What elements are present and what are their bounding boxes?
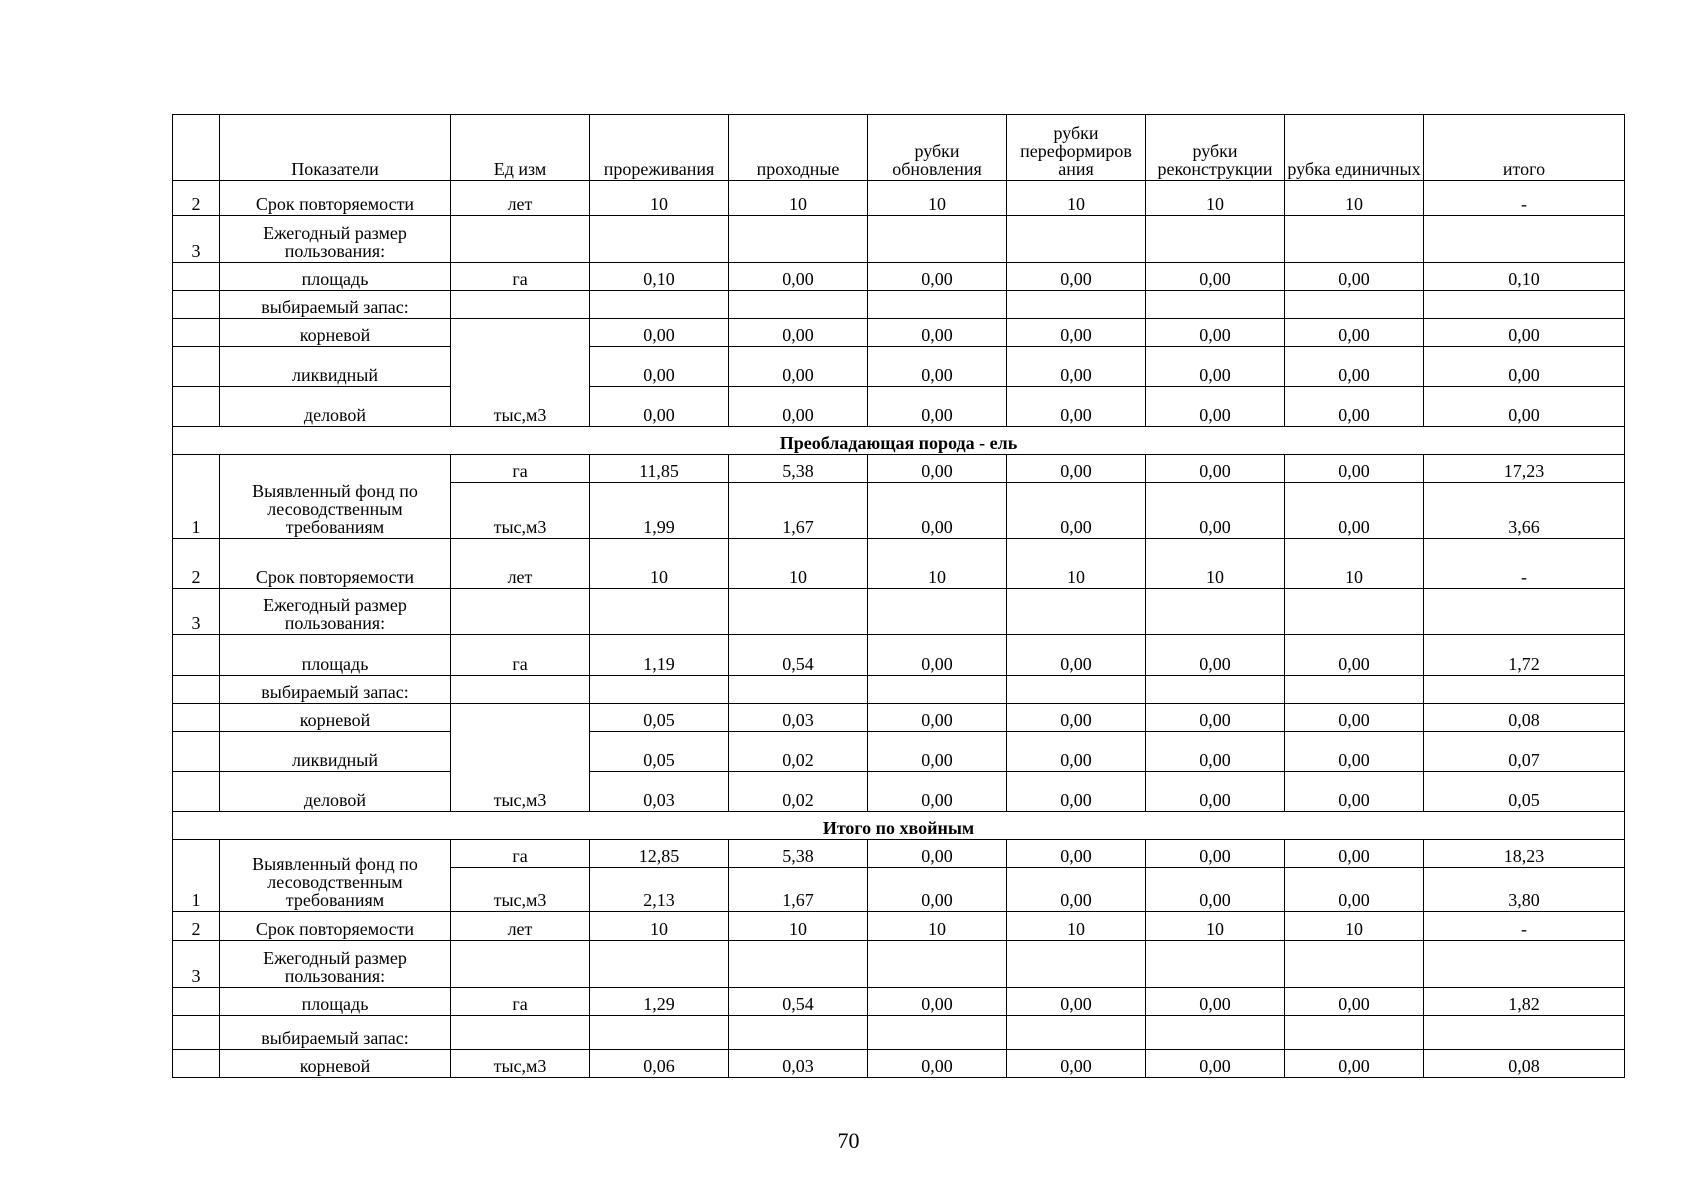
empty-cell — [729, 291, 868, 319]
row-num — [173, 772, 220, 812]
header-col: рубка единичных — [1285, 115, 1424, 181]
value-cell: 0,02 — [729, 732, 868, 772]
value-cell: 0,00 — [868, 483, 1007, 539]
empty-cell — [868, 941, 1007, 988]
empty-cell — [590, 676, 729, 704]
empty-cell — [1424, 676, 1625, 704]
value-cell: 0,54 — [729, 988, 868, 1016]
value-cell: 0,00 — [868, 635, 1007, 676]
row-num: 1 — [173, 455, 220, 539]
value-cell: 10 — [729, 912, 868, 941]
value-cell: 10 — [729, 539, 868, 589]
value-cell: 0,00 — [1424, 387, 1625, 427]
table-row — [173, 181, 1625, 216]
row-label: ликвидный — [220, 347, 451, 387]
value-cell: - — [1424, 181, 1625, 216]
value-cell: 0,54 — [729, 635, 868, 676]
row-num — [173, 1016, 220, 1050]
value-cell: 0,00 — [1285, 347, 1424, 387]
table-row — [173, 1016, 1625, 1050]
header-col: рубки переформиров ания — [1007, 115, 1146, 181]
empty-cell — [868, 589, 1007, 635]
empty-cell — [729, 589, 868, 635]
row-unit: тыс,м3 — [451, 1050, 590, 1078]
value-cell: 1,99 — [590, 483, 729, 539]
row-unit — [451, 941, 590, 988]
empty-cell — [1146, 589, 1285, 635]
value-cell: 0,00 — [1007, 732, 1146, 772]
value-cell: 10 — [1285, 539, 1424, 589]
value-cell: 12,85 — [590, 840, 729, 868]
value-cell: 0,00 — [1285, 635, 1424, 676]
empty-cell — [1424, 941, 1625, 988]
value-cell: 10 — [1007, 539, 1146, 589]
empty-cell — [590, 216, 729, 263]
row-label: площадь — [220, 988, 451, 1016]
table-row — [173, 387, 1625, 427]
table-row — [173, 704, 1625, 732]
value-cell: 0,00 — [1285, 732, 1424, 772]
value-cell: 10 — [868, 181, 1007, 216]
header-col: прореживания — [590, 115, 729, 181]
empty-cell — [868, 1016, 1007, 1050]
value-cell: 0,00 — [1285, 988, 1424, 1016]
value-cell: 0,06 — [590, 1050, 729, 1078]
value-cell: 0,00 — [1146, 868, 1285, 912]
forestry-table — [172, 114, 1625, 1078]
empty-cell — [1285, 676, 1424, 704]
value-cell: 0,00 — [868, 772, 1007, 812]
value-cell: 17,23 — [1424, 455, 1625, 483]
empty-cell — [1285, 589, 1424, 635]
value-cell: 0,00 — [1285, 1050, 1424, 1078]
table-row — [173, 291, 1625, 319]
empty-cell — [729, 676, 868, 704]
row-num: 2 — [173, 539, 220, 589]
empty-cell — [1146, 676, 1285, 704]
row-label: деловой — [220, 387, 451, 427]
row-label: Выявленный фонд по лесоводственным требованиям — [220, 455, 451, 539]
value-cell: 0,00 — [868, 387, 1007, 427]
value-cell: 5,38 — [729, 455, 868, 483]
empty-cell — [1424, 216, 1625, 263]
value-cell: 0,00 — [868, 319, 1007, 347]
value-cell: 0,00 — [1146, 319, 1285, 347]
value-cell: 10 — [1007, 181, 1146, 216]
value-cell: 0,00 — [590, 347, 729, 387]
header-num — [173, 115, 220, 181]
value-cell: 0,00 — [1007, 704, 1146, 732]
value-cell: 0,00 — [1146, 732, 1285, 772]
value-cell: 0,00 — [1285, 772, 1424, 812]
value-cell: 10 — [1007, 912, 1146, 941]
value-cell: 18,23 — [1424, 840, 1625, 868]
value-cell: 0,00 — [1146, 455, 1285, 483]
empty-cell — [868, 291, 1007, 319]
table-row — [173, 635, 1625, 676]
empty-cell — [590, 941, 729, 988]
value-cell: 0,00 — [729, 387, 868, 427]
table-row — [173, 539, 1625, 589]
empty-cell — [1285, 1016, 1424, 1050]
table-row — [173, 263, 1625, 291]
table-row — [173, 455, 1625, 483]
row-label: корневой — [220, 704, 451, 732]
row-unit: лет — [451, 181, 590, 216]
row-num — [173, 387, 220, 427]
value-cell: 2,13 — [590, 868, 729, 912]
value-cell: 0,00 — [1285, 704, 1424, 732]
empty-cell — [729, 216, 868, 263]
value-cell: 0,00 — [1007, 387, 1146, 427]
section-row — [173, 812, 1625, 840]
value-cell: 0,00 — [1285, 483, 1424, 539]
header-row — [173, 115, 1625, 181]
value-cell: 5,38 — [729, 840, 868, 868]
row-unit: га — [451, 263, 590, 291]
value-cell: 10 — [868, 912, 1007, 941]
empty-cell — [1285, 941, 1424, 988]
empty-cell — [1285, 216, 1424, 263]
value-cell: 0,03 — [729, 704, 868, 732]
value-cell: 0,05 — [590, 704, 729, 732]
value-cell: 0,05 — [590, 732, 729, 772]
value-cell: 0,00 — [868, 455, 1007, 483]
value-cell: 0,00 — [1146, 840, 1285, 868]
empty-cell — [1285, 291, 1424, 319]
value-cell: 3,80 — [1424, 868, 1625, 912]
empty-cell — [729, 1016, 868, 1050]
value-cell: 0,00 — [1424, 347, 1625, 387]
value-cell: 0,00 — [1285, 868, 1424, 912]
table-row — [173, 589, 1625, 635]
row-label: корневой — [220, 319, 451, 347]
value-cell: 11,85 — [590, 455, 729, 483]
empty-cell — [1424, 1016, 1625, 1050]
value-cell: 0,00 — [1007, 455, 1146, 483]
row-unit — [451, 676, 590, 704]
row-unit: тыс,м3 — [451, 868, 590, 912]
value-cell: 0,00 — [1285, 387, 1424, 427]
row-num — [173, 347, 220, 387]
value-cell: 0,00 — [729, 263, 868, 291]
empty-cell — [590, 589, 729, 635]
row-label: Ежегодный размер пользования: — [220, 941, 451, 988]
empty-cell — [1007, 676, 1146, 704]
value-cell: 0,00 — [1424, 319, 1625, 347]
section-row — [173, 427, 1625, 455]
value-cell: 10 — [1146, 912, 1285, 941]
row-label: деловой — [220, 772, 451, 812]
row-unit: га — [451, 635, 590, 676]
value-cell: 0,00 — [590, 319, 729, 347]
value-cell: 1,19 — [590, 635, 729, 676]
value-cell: 0,00 — [868, 347, 1007, 387]
table-row — [173, 840, 1625, 868]
stock-unit: тыс,м3 — [451, 704, 590, 812]
row-num: 3 — [173, 589, 220, 635]
table-row — [173, 912, 1625, 941]
row-num: 1 — [173, 840, 220, 912]
value-cell: 0,00 — [590, 387, 729, 427]
row-num — [173, 635, 220, 676]
value-cell: 0,08 — [1424, 1050, 1625, 1078]
row-label: Ежегодный размер пользования: — [220, 589, 451, 635]
row-unit: лет — [451, 539, 590, 589]
table-row — [173, 988, 1625, 1016]
empty-cell — [729, 941, 868, 988]
row-label: Выявленный фонд по лесоводственным требованиям — [220, 840, 451, 912]
empty-cell — [590, 1016, 729, 1050]
empty-cell — [1146, 216, 1285, 263]
value-cell: 0,00 — [1146, 988, 1285, 1016]
row-label: площадь — [220, 263, 451, 291]
empty-cell — [1007, 589, 1146, 635]
value-cell: 0,00 — [729, 347, 868, 387]
empty-cell — [1007, 216, 1146, 263]
empty-cell — [868, 216, 1007, 263]
value-cell: 0,00 — [1146, 635, 1285, 676]
empty-cell — [868, 676, 1007, 704]
header-col: проходные — [729, 115, 868, 181]
empty-cell — [1146, 941, 1285, 988]
value-cell: 0,00 — [1146, 772, 1285, 812]
value-cell: 0,07 — [1424, 732, 1625, 772]
value-cell: 10 — [868, 539, 1007, 589]
header-unit: Ед изм — [451, 115, 590, 181]
value-cell: 10 — [1146, 181, 1285, 216]
table-body — [173, 115, 1625, 1078]
value-cell: 0,00 — [1007, 772, 1146, 812]
value-cell: 0,00 — [1146, 704, 1285, 732]
page-number: 70 — [837, 1128, 860, 1153]
value-cell: 1,29 — [590, 988, 729, 1016]
value-cell: 0,02 — [729, 772, 868, 812]
row-label: Срок повторяемости — [220, 912, 451, 941]
value-cell: - — [1424, 912, 1625, 941]
empty-cell — [1424, 291, 1625, 319]
row-label: площадь — [220, 635, 451, 676]
value-cell: 0,00 — [868, 704, 1007, 732]
row-label: ликвидный — [220, 732, 451, 772]
header-col: рубки реконструкции — [1146, 115, 1285, 181]
value-cell: 0,00 — [868, 988, 1007, 1016]
empty-cell — [590, 291, 729, 319]
table-row — [173, 1050, 1625, 1078]
row-unit: га — [451, 455, 590, 483]
empty-cell — [1007, 291, 1146, 319]
row-num — [173, 263, 220, 291]
row-num: 2 — [173, 181, 220, 216]
value-cell: 0,00 — [1146, 1050, 1285, 1078]
value-cell: 10 — [729, 181, 868, 216]
value-cell: 0,00 — [1007, 635, 1146, 676]
value-cell: 0,00 — [868, 868, 1007, 912]
value-cell: 0,00 — [1146, 347, 1285, 387]
row-unit: лет — [451, 912, 590, 941]
row-label: корневой — [220, 1050, 451, 1078]
value-cell: 0,00 — [868, 840, 1007, 868]
value-cell: 0,00 — [1285, 840, 1424, 868]
value-cell: 0,10 — [1424, 263, 1625, 291]
value-cell: 0,03 — [590, 772, 729, 812]
value-cell: 0,00 — [1007, 263, 1146, 291]
row-num — [173, 291, 220, 319]
stock-unit: тыс,м3 — [451, 319, 590, 427]
value-cell: 0,00 — [1007, 1050, 1146, 1078]
value-cell: 0,00 — [1146, 263, 1285, 291]
value-cell: 0,00 — [729, 319, 868, 347]
empty-cell — [1007, 1016, 1146, 1050]
value-cell: 0,00 — [868, 1050, 1007, 1078]
row-unit — [451, 1016, 590, 1050]
value-cell: 0,00 — [868, 732, 1007, 772]
table-row — [173, 216, 1625, 263]
value-cell: 0,03 — [729, 1050, 868, 1078]
section-title-conifer: Итого по хвойным — [173, 812, 1625, 840]
value-cell: 0,00 — [1007, 868, 1146, 912]
row-num: 3 — [173, 941, 220, 988]
value-cell: 0,00 — [1007, 840, 1146, 868]
row-unit — [451, 216, 590, 263]
value-cell: 3,66 — [1424, 483, 1625, 539]
value-cell: 0,00 — [1285, 263, 1424, 291]
value-cell: 0,00 — [1146, 387, 1285, 427]
value-cell: 0,00 — [1285, 319, 1424, 347]
empty-cell — [1146, 1016, 1285, 1050]
row-num — [173, 1050, 220, 1078]
value-cell: 0,00 — [1146, 483, 1285, 539]
value-cell: 0,08 — [1424, 704, 1625, 732]
value-cell: 10 — [1285, 181, 1424, 216]
value-cell: 1,67 — [729, 483, 868, 539]
row-unit — [451, 589, 590, 635]
row-num — [173, 988, 220, 1016]
section-title-spruce: Преобладающая порода - ель — [173, 427, 1625, 455]
table-row — [173, 772, 1625, 812]
row-label: выбираемый запас: — [220, 291, 451, 319]
value-cell: 10 — [1285, 912, 1424, 941]
table-row — [173, 347, 1625, 387]
value-cell: 1,82 — [1424, 988, 1625, 1016]
row-unit: тыс,м3 — [451, 483, 590, 539]
row-label: Срок повторяемости — [220, 539, 451, 589]
value-cell: 0,00 — [1285, 455, 1424, 483]
row-num: 2 — [173, 912, 220, 941]
value-cell: 0,10 — [590, 263, 729, 291]
row-num — [173, 704, 220, 732]
value-cell: 1,72 — [1424, 635, 1625, 676]
value-cell: 0,00 — [1007, 483, 1146, 539]
value-cell: 10 — [590, 539, 729, 589]
row-num — [173, 676, 220, 704]
header-col: рубки обновления — [868, 115, 1007, 181]
row-unit: га — [451, 988, 590, 1016]
table-row — [173, 676, 1625, 704]
value-cell: 10 — [590, 912, 729, 941]
header-col: итого — [1424, 115, 1625, 181]
table-row — [173, 319, 1625, 347]
row-unit: га — [451, 840, 590, 868]
row-unit — [451, 291, 590, 319]
table-row — [173, 732, 1625, 772]
value-cell: 10 — [590, 181, 729, 216]
row-num — [173, 732, 220, 772]
empty-cell — [1146, 291, 1285, 319]
header-indicator: Показатели — [220, 115, 451, 181]
value-cell: 0,00 — [1007, 988, 1146, 1016]
value-cell: 0,00 — [868, 263, 1007, 291]
row-num — [173, 319, 220, 347]
row-label: выбираемый запас: — [220, 676, 451, 704]
row-label: Ежегодный размер пользования: — [220, 216, 451, 263]
row-label: Срок повторяемости — [220, 181, 451, 216]
empty-cell — [1424, 589, 1625, 635]
row-num: 3 — [173, 216, 220, 263]
value-cell: - — [1424, 539, 1625, 589]
value-cell: 10 — [1146, 539, 1285, 589]
empty-cell — [1007, 941, 1146, 988]
value-cell: 0,00 — [1007, 347, 1146, 387]
table-row — [173, 941, 1625, 988]
value-cell: 0,05 — [1424, 772, 1625, 812]
value-cell: 0,00 — [1007, 319, 1146, 347]
row-label: выбираемый запас: — [220, 1016, 451, 1050]
value-cell: 1,67 — [729, 868, 868, 912]
